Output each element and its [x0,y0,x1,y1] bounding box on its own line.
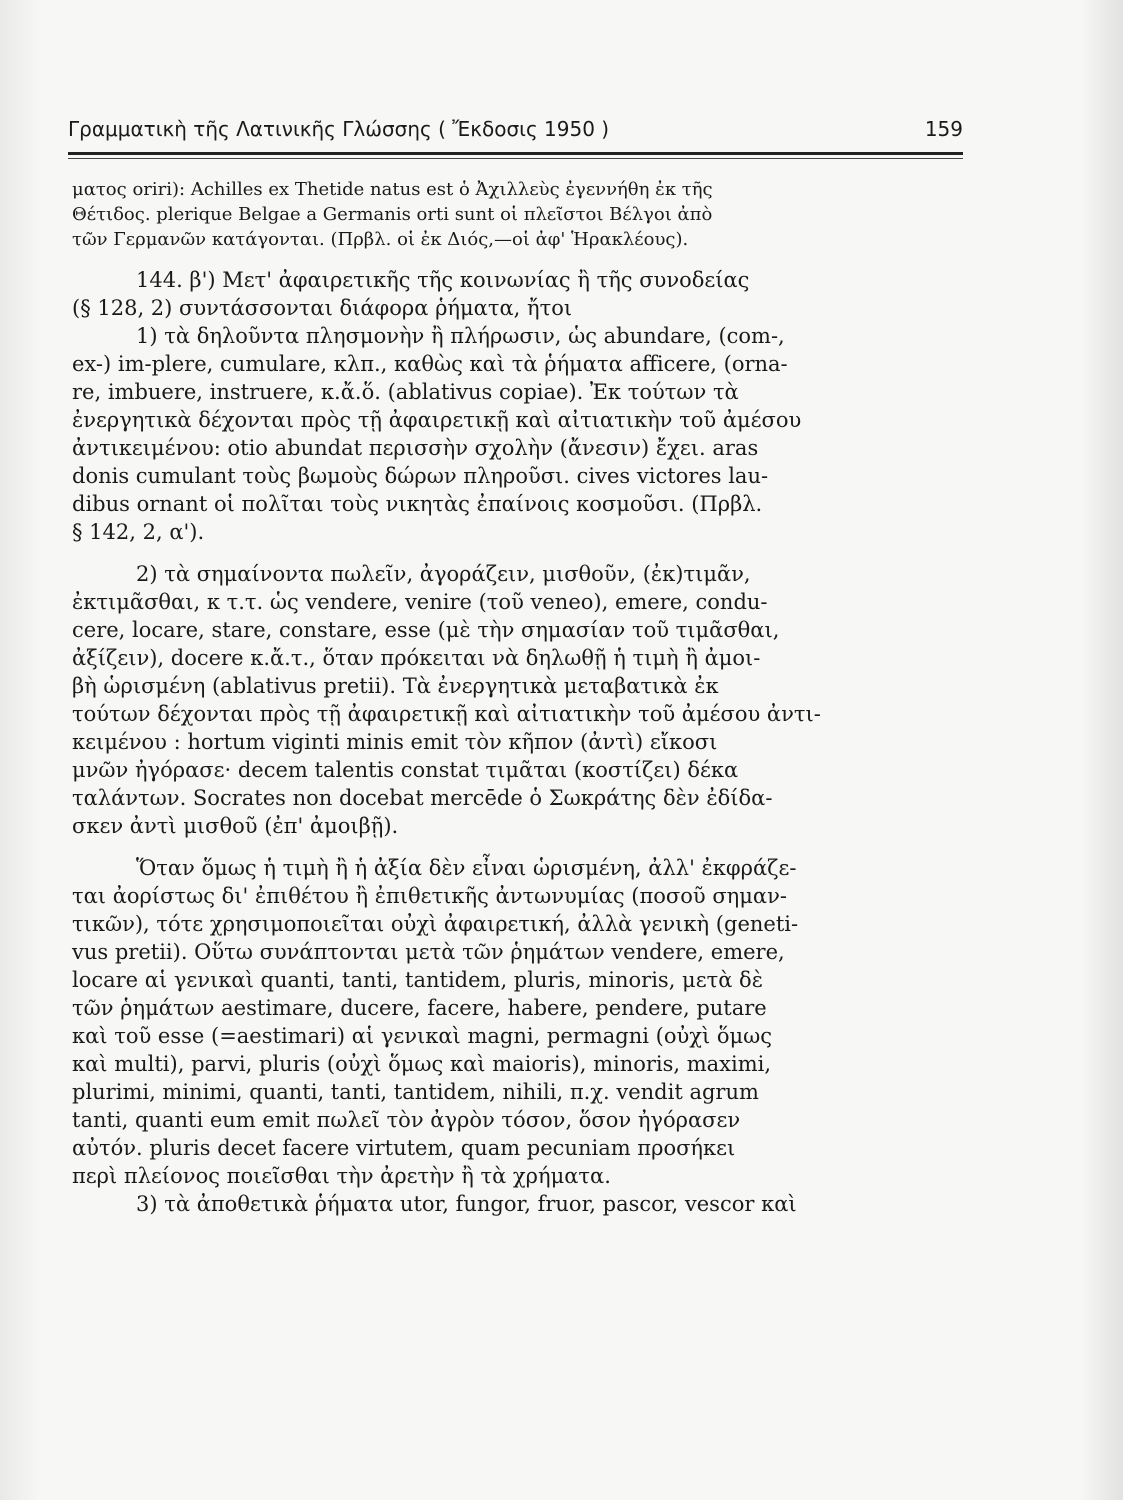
paragraph-item-2: 2) τὰ σημαίνοντα πωλεῖν, ἀγοράζειν, μισθοῦν, (ἐκ)τιμᾶν, ἐκτιμᾶσθαι, κ τ.τ. ὡς vendere, venire (τοῦ veneo), emere, condu- cere, locare, stare, constare, esse (μὲ τὴν σημασίαν τοῦ τιμᾶσθαι, ἀξίζειν), docere κ.ἄ.τ., ὅταν πρόκειται νὰ δηλωθῇ ἡ τιμὴ ἢ ἀμοι- βὴ ὡρισμένη (ablativus pretii). Τὰ ἐνεργητικὰ μεταβατικὰ ἐκ τούτων δέχονται πρὸς τῇ ἀφαιρετικῇ καὶ αἰτιατικὴν τοῦ ἀμέσου ἀντι- κειμένου : hortum viginti minis emit τὸν κῆπον (ἀντὶ) εἴκοσι μνῶν ἠγόρασε· decem talentis constat τιμᾶται (κοστίζει) δέκα ταλάντων. Socrates non docebat mercēde ὁ Σωκράτης δὲν ἐδίδα- σκεν ἀντὶ μισθοῦ (ἐπ' ἀμοιβῇ). [72,562,821,838]
header-rule-thin [68,158,963,159]
header-title: Γραμματικὴ τῆς Λατινικῆς Γλώσσης ( Ἔκδοσις 1950 ) [68,117,610,141]
header-rule [68,152,963,155]
paragraph-indefinite-price: Ὅταν ὅμως ἡ τιμὴ ἢ ἡ ἀξία δὲν εἶναι ὡρισμένη, ἀλλ' ἐκφράζε- ται ἀορίστως δι' ἐπιθέτου ἢ ἐπιθετικῆς ἀντωνυμίας (ποσοῦ σημαν- τικῶν), τότε χρησιμοποιεῖται οὐχὶ ἀφαιρετική, ἀλλὰ γενικὴ (geneti- vus pretii). Οὕτω συνάπτονται μετὰ τῶν ῥημάτων vendere, emere, locare αἱ γενικαὶ quanti, tanti, tantidem, pluris, minoris, μετὰ δὲ τῶν ῥημάτων aestimare, ducere, facere, habere, pendere, putare καὶ τοῦ esse (=aestimari) αἱ γενικαὶ magni, permagni (οὐχὶ ὅμως καὶ multi), parvi, pluris (οὐχὶ ὅμως καὶ maioris), minoris, maximi, plurimi, minimi, quanti, tanti, tantidem, nihili, π.χ. vendit agrum tanti, quanti eum emit πωλεῖ τὸν ἀγρὸν τόσον, ὅσον ἠγόρασεν αὐτόν. pluris decet facere virtutem, quam pecuniam προσήκει περὶ πλείονος ποιεῖσθαι τὴν ἀρετὴν ἢ τὰ χρήματα. [72,856,799,1188]
paragraph-continuation: ματος oriri): Achilles ex Thetide natus est ὁ Ἀχιλλεὺς ἐγεννήθη ἐκ τῆς Θέτιδος. plerique Belgae a Germanis orti sunt οἱ πλεῖστοι Βέλγοι ἀπὸ τῶν Γερμανῶν κατάγονται. (Πρβλ. οἱ ἐκ Διός,—οἱ ἀφ' Ἡρακλέους). [72,179,713,250]
running-header [68,117,963,141]
paragraph-item-1: 1) τὰ δηλοῦντα πλησμονὴν ἢ πλήρωσιν, ὡς abundare, (com-, ex-) im-plere, cumulare, κλπ., καθὼς καὶ τὰ ῥήματα afficere, (orna- re, imbuere, instruere, κ.ἄ.ὅ. (ablativus copiae). Ἐκ τούτων τὰ ἐνεργητικὰ δέχονται πρὸς τῇ ἀφαιρετικῇ καὶ αἰτιατικὴν τοῦ ἀμέσου ἀντικειμένου: otio abundat περισσὴν σχολὴν (ἄνεσιν) ἔχει. aras donis cumulant τοὺς βωμοὺς δώρων πληροῦσι. cives victores lau- dibus ornant οἱ πολῖται τοὺς νικητὰς ἐπαίνοις κοσμοῦσι. (Πρβλ. § 142, 2, α'). [72,324,802,544]
paragraph-item-3: 3) τὰ ἀποθετικὰ ῥήματα utor, fungor, fruor, pascor, vescor καὶ [136,1192,797,1216]
paragraph-144: 144. β') Μετ' ἀφαιρετικῆς τῆς κοινωνίας ἢ τῆς συνοδείας (§ 128, 2) συντάσσονται διάφορα ῥήματα, ἤτοι [72,268,750,320]
page-number: 159 [924,117,963,141]
body-text [72,177,962,1218]
